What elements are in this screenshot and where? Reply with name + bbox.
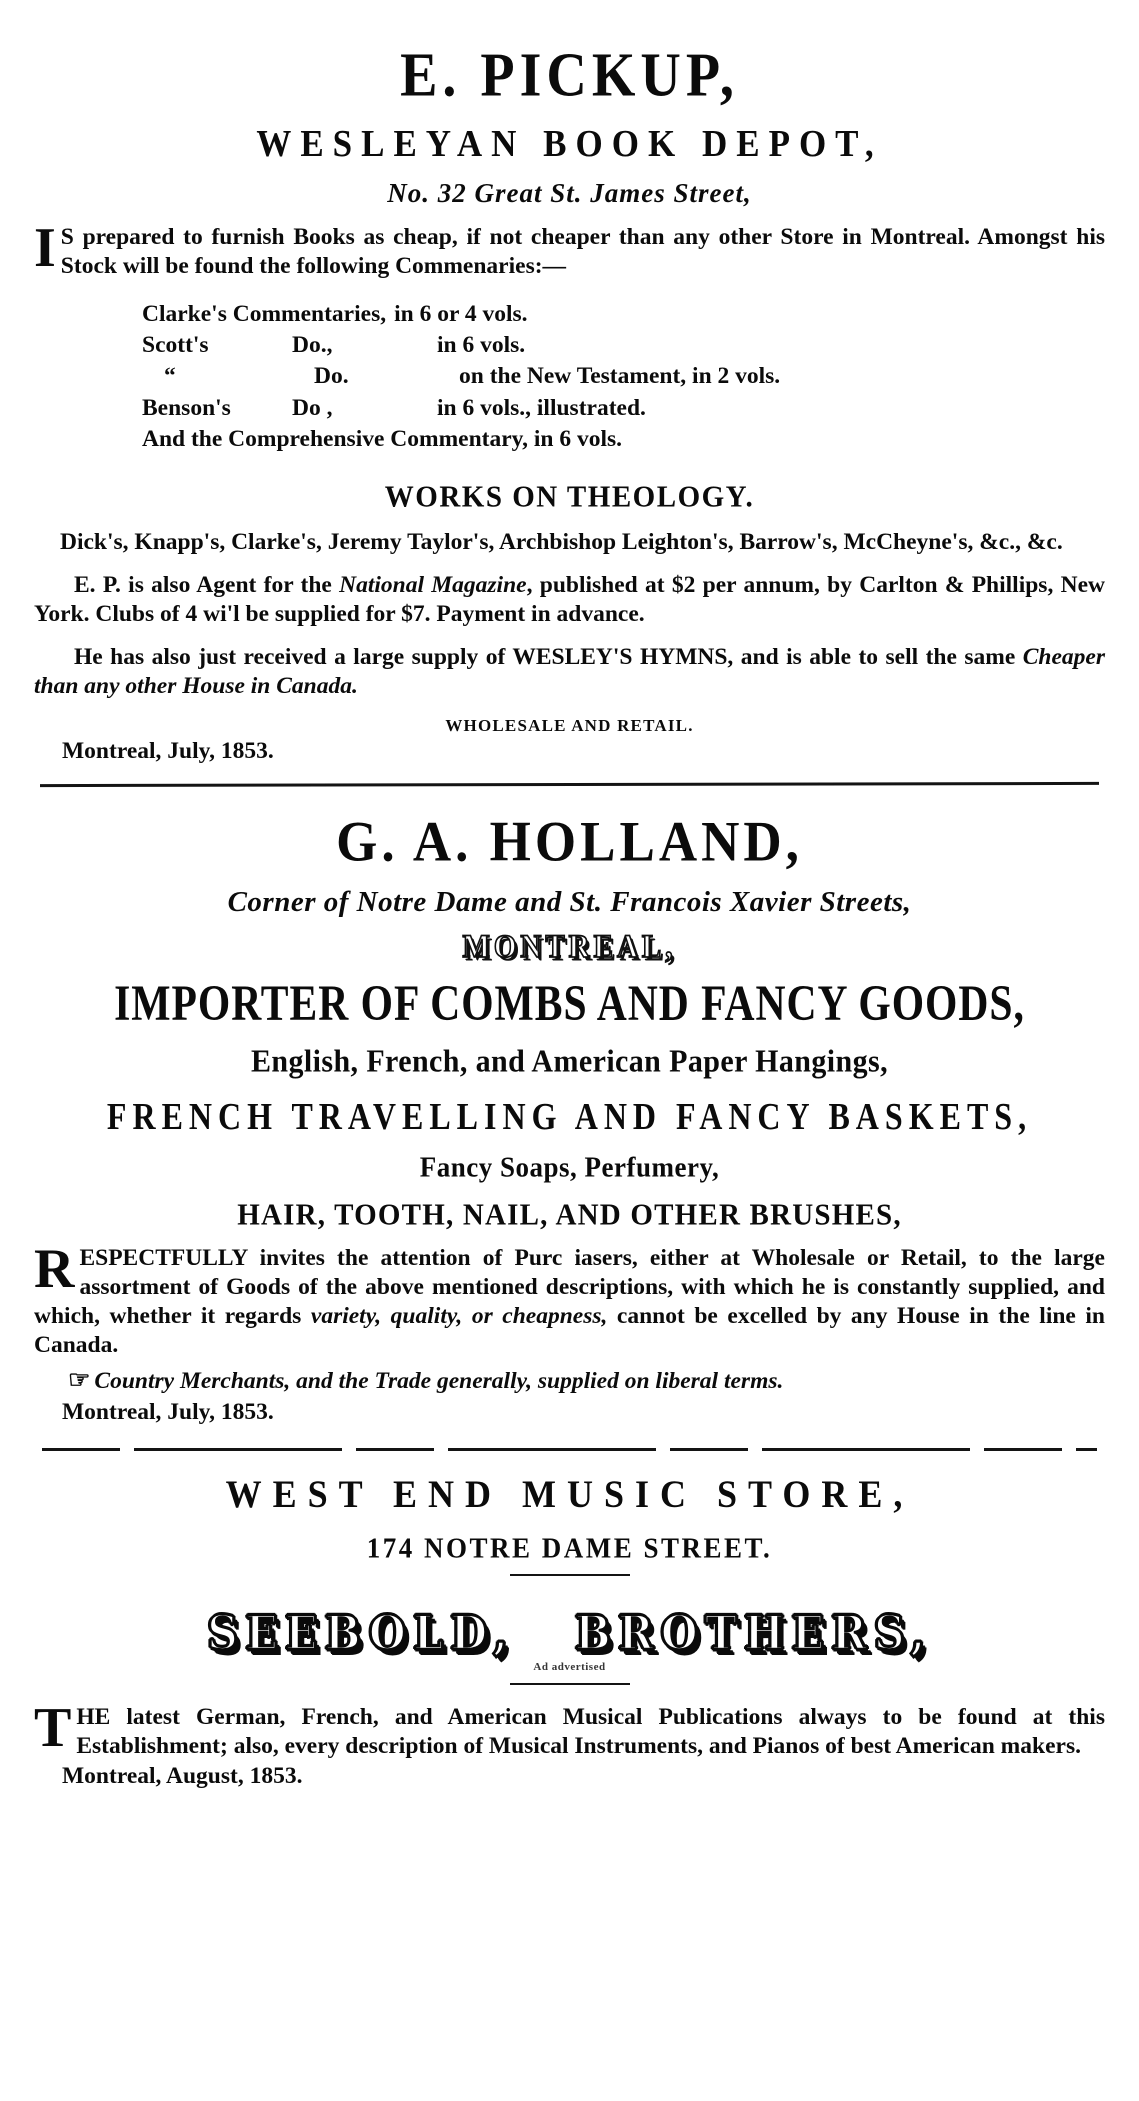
theology-authors-paragraph: Dick's, Knapp's, Clarke's, Jeremy Taylor's, Archbishop Leighton's, Barrow's, McCheyne's, &c., &c. [60, 529, 1063, 556]
music-store-body-paragraph [34, 1696, 1105, 1761]
ornament-divider-lower [510, 1683, 630, 1685]
commentary-row [142, 393, 1105, 424]
ad-west-end-music-store [34, 1473, 1105, 1790]
holland-body-paragraph [34, 1238, 1106, 1360]
section-divider [40, 782, 1099, 787]
holland-dropcap: R [34, 1238, 75, 1301]
pickup-date-line: Montreal, July, 1853. [62, 738, 274, 765]
hymns-text-before: He has also just received a large supply of WESLEY'S HYMNS, and is able to sell the same [74, 643, 1023, 670]
deco-word-seebold: SEEBOLD, [207, 1606, 516, 1661]
works-on-theology-heading: WORKS ON THEOLOGY. [384, 480, 755, 514]
holland-headline-importer: IMPORTER OF COMBS AND FANCY GOODS, [114, 976, 1025, 1033]
pickup-intro-paragraph [34, 217, 1105, 281]
commentary-line: And the Comprehensive Commentary, in 6 vols. [142, 425, 623, 452]
holland-body-text-1: ESPECTFULLY invites the attention of Purc iasers, either at Wholesale or Retail, to the large assortment of Goods of the above mentioned descriptions, with which he is constantly supplied, and which, whether it regards [34, 1245, 1105, 1330]
holland-headline-brushes: HAIR, TOOTH, NAIL, AND OTHER BRUSHES, [237, 1198, 902, 1233]
commentary-line: Clarke's Commentaries, [142, 300, 387, 327]
commentary-title: Benson's [142, 394, 231, 421]
deco-word-brothers: BROTHERS, [574, 1606, 933, 1661]
section-divider-dashed [42, 1448, 1097, 1451]
commentary-row [142, 361, 1105, 392]
music-store-address: 174 NOTRE DAME STREET. [366, 1532, 773, 1564]
commentary-ditto: Do., [292, 332, 333, 359]
pickup-subtitle: WESLEYAN BOOK DEPOT, [256, 122, 883, 165]
music-store-date-line: Montreal, August, 1853. [62, 1762, 303, 1789]
commentary-title: Scott's [142, 332, 209, 359]
country-merchants-paragraph [34, 1366, 1105, 1397]
holland-city: MONTREAL, [462, 929, 677, 966]
seebold-brothers-wordmark [34, 1606, 1105, 1661]
ad-e-pickup [34, 40, 1105, 786]
holland-italic-phrase: variety, quality, or cheapness, [310, 1303, 608, 1330]
commentaries-list [142, 299, 1105, 455]
holland-headline-baskets: FRENCH TRAVELLING AND FANCY BASKETS, [106, 1094, 1033, 1138]
national-magazine-title: National Magazine [339, 571, 527, 598]
holland-headline-soaps: Fancy Soaps, Perfumery, [419, 1151, 720, 1184]
pickup-address: No. 32 Great St. James Street, [387, 178, 752, 208]
holland-date-line: Montreal, July, 1853. [62, 1398, 274, 1425]
commentary-row [142, 424, 1105, 455]
commentary-detail: in 6 vols. [437, 332, 526, 359]
pickup-business-name: E. PICKUP, [400, 40, 739, 111]
deco-caption: Ad advertised [533, 1660, 606, 1673]
agent-text-after: , published at $2 per annum, by Carlton & Phillips, New York. Clubs of 4 wi'l be supplied for $7. Payment in advance. [34, 571, 1105, 627]
commentary-detail: in 6 vols., illustrated. [437, 394, 646, 421]
commentary-row [142, 299, 1105, 330]
manicule-icon: ☞ [68, 1367, 91, 1395]
holland-address: Corner of Notre Dame and St. Francois Xavier Streets, [227, 886, 912, 919]
holland-headline-paper-hangings: English, French, and American Paper Hangings, [251, 1044, 888, 1080]
wesley-hymns-paragraph [34, 643, 1105, 701]
wholesale-retail-line: WHOLESALE AND RETAIL. [445, 716, 694, 736]
country-merchants-text: Country Merchants, and the Trade generally, supplied on liberal terms. [94, 1368, 784, 1395]
national-magazine-paragraph [34, 571, 1105, 629]
pickup-dropcap: I [34, 217, 56, 279]
commentary-ditto: Do , [292, 394, 333, 421]
music-store-title: WEST END MUSIC STORE, [225, 1472, 914, 1516]
holland-body-text-2: cannot be excelled by any House in the line in Canada. [34, 1303, 1106, 1359]
commentary-ditto: Do. [314, 363, 349, 390]
commentary-detail: in 6 or 4 vols. [394, 300, 528, 327]
agent-text-before: E. P. is also Agent for the [74, 571, 340, 598]
advertisement-page [0, 40, 1139, 2101]
music-body-text: HE latest German, French, and American Musical Publications always to be found at this Establishment; also, every description of Musical Instruments, and Pianos of best American makers. [76, 1703, 1105, 1759]
ad-g-a-holland [34, 812, 1105, 1450]
hymns-italic-phrase: Cheaper than any other House in Canada. [34, 643, 1105, 699]
music-dropcap: T [34, 1696, 72, 1759]
commentary-detail: on the New Testament, in 2 vols. [459, 363, 781, 390]
holland-business-name: G. A. HOLLAND, [336, 811, 803, 874]
commentary-title: “ [164, 363, 176, 390]
commentary-row [142, 330, 1105, 361]
ornament-divider [510, 1574, 630, 1576]
pickup-intro-text: S prepared to furnish Books as cheap, if not cheaper than any other Store in Montreal. Amongst his Stock will be found the following Commenaries:— [60, 224, 1105, 279]
